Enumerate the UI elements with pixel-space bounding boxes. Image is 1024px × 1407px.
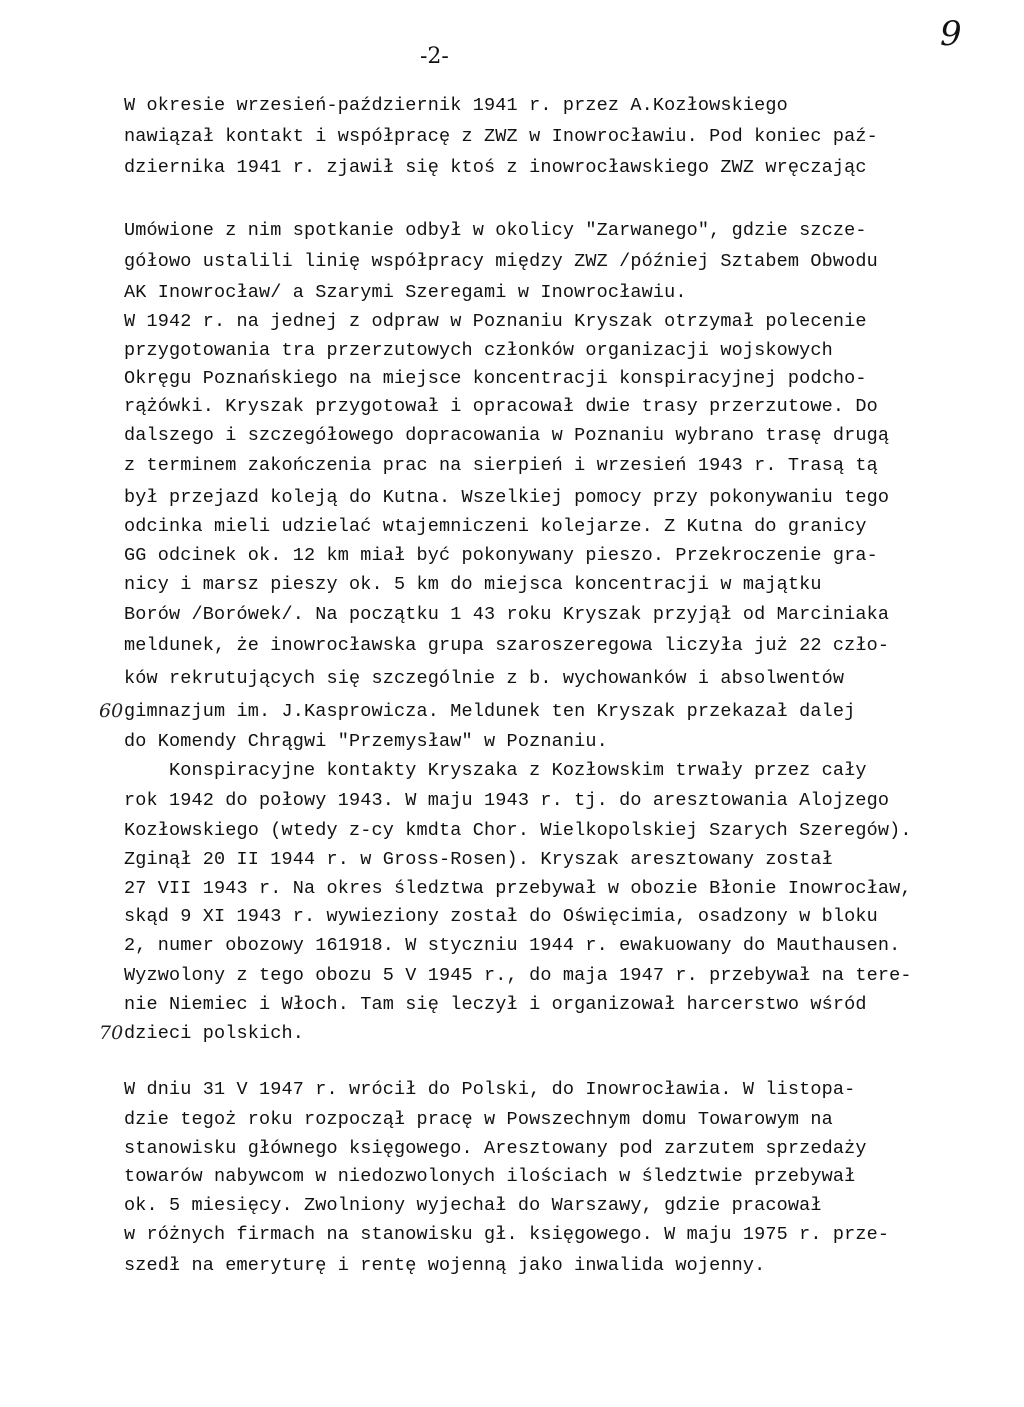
text-line: nie Niemiec i Włoch. Tam się leczył i organizował harcerstwo wśród (124, 994, 867, 1015)
text-line: AK Inowrocław/ a Szarymi Szeregami w Inowrocławiu. (124, 282, 687, 303)
text-line: W dniu 31 V 1947 r. wrócił do Polski, do Inowrocławia. W listopa- (124, 1079, 856, 1100)
text-line: stanowisku głównego księgowego. Aresztowany pod zarzutem sprzedaży (124, 1138, 867, 1159)
text-line: meldunek, że inowrocławska grupa szaroszeregowa liczyła już 22 czło- (124, 635, 890, 656)
text-line: odcinka mieli udzielać wtajemniczeni kolejarze. Z Kutna do granicy (124, 516, 867, 537)
text-line: Konspiracyjne kontakty Kryszaka z Kozłowskim trwały przez cały (124, 760, 867, 781)
text-line: szedł na emeryturę i rentę wojenną jako inwalida wojenny. (124, 1255, 766, 1276)
text-line: ków rekrutujących się szczególnie z b. wychowanków i absolwentów (124, 668, 845, 689)
text-line: z terminem zakończenia prac na sierpień i wrzesień 1943 r. Trasą tą (124, 455, 878, 476)
text-line: dziernika 1941 r. zjawił się ktoś z inowrocławskiego ZWZ wręczając (124, 157, 867, 178)
margin-note: 70 (99, 1022, 124, 1044)
text-line: Kozłowskiego (wtedy z-cy kmdta Chor. Wielkopolskiej Szarych Szeregów). (124, 820, 912, 841)
text-line: w różnych firmach na stanowisku gł. księgowego. W maju 1975 r. prze- (124, 1224, 890, 1245)
text-line: towarów nabywcom w niedozwolonych ilościach w śledztwie przebywał (124, 1166, 856, 1187)
text-line: Okręgu Poznańskiego na miejsce koncentracji konspiracyjnej podcho- (124, 368, 867, 389)
text-line: W 1942 r. na jednej z odpraw w Poznaniu Kryszak otrzymał polecenie (124, 311, 867, 332)
text-line: dzieci polskich. (124, 1023, 305, 1044)
text-line: ok. 5 miesięcy. Zwolniony wyjechał do Warszawy, gdzie pracował (124, 1195, 822, 1216)
text-line: W okresie wrzesień-październik 1941 r. przez A.Kozłowskiego (124, 95, 788, 116)
text-line: nicy i marsz pieszy ok. 5 km do miejsca koncentracji w majątku (124, 574, 822, 595)
text-line: 27 VII 1943 r. Na okres śledztwa przebywał w obozie Błonie Inowrocław, (124, 878, 912, 899)
text-line: Zginął 20 II 1944 r. w Gross-Rosen). Kryszak aresztowany został (124, 849, 833, 870)
text-line: Umówione z nim spotkanie odbył w okolicy "Zarwanego", gdzie szcze- (124, 220, 867, 241)
text-line: dalszego i szczegółowego dopracowania w Poznaniu wybrano trasę drugą (124, 425, 890, 446)
text-line: przygotowania tra przerzutowych członków organizacji wojskowych (124, 340, 833, 361)
text-line: był przejazd koleją do Kutna. Wszelkiej pomocy przy pokonywaniu tego (124, 487, 890, 508)
text-line: Borów /Borówek/. Na początku 1 43 roku Kryszak przyjął od Marciniaka (124, 604, 890, 625)
text-line: rążówki. Kryszak przygotował i opracował dwie trasy przerzutowe. Do (124, 396, 878, 417)
text-line: gimnazjum im. J.Kasprowicza. Meldunek ten Kryszak przekazał dalej (124, 701, 856, 722)
handwritten-page-number: 9 (940, 14, 962, 54)
text-line: dzie tegoż roku rozpoczął pracę w Powszechnym domu Towarowym na (124, 1109, 833, 1130)
text-line: skąd 9 XI 1943 r. wywieziony został do Oświęcimia, osadzony w bloku (124, 906, 878, 927)
text-line: do Komendy Chrągwi "Przemysław" w Poznaniu. (124, 731, 608, 752)
page-number: -2- (420, 44, 449, 69)
text-line: nawiązał kontakt i współpracę z ZWZ w Inowrocławiu. Pod koniec paź- (124, 126, 878, 147)
text-line: GG odcinek ok. 12 km miał być pokonywany pieszo. Przekroczenie gra- (124, 545, 878, 566)
text-line: rok 1942 do połowy 1943. W maju 1943 r. tj. do aresztowania Alojzego (124, 790, 890, 811)
text-line: 2, numer obozowy 161918. W styczniu 1944 r. ewakuowany do Mauthausen. (124, 935, 901, 956)
margin-note: 60 (99, 700, 124, 722)
text-line: Wyzwolony z tego obozu 5 V 1945 r., do maja 1947 r. przebywał na tere- (124, 965, 912, 986)
text-line: gółowo ustalili linię współpracy między ZWZ /później Sztabem Obwodu (124, 251, 878, 272)
